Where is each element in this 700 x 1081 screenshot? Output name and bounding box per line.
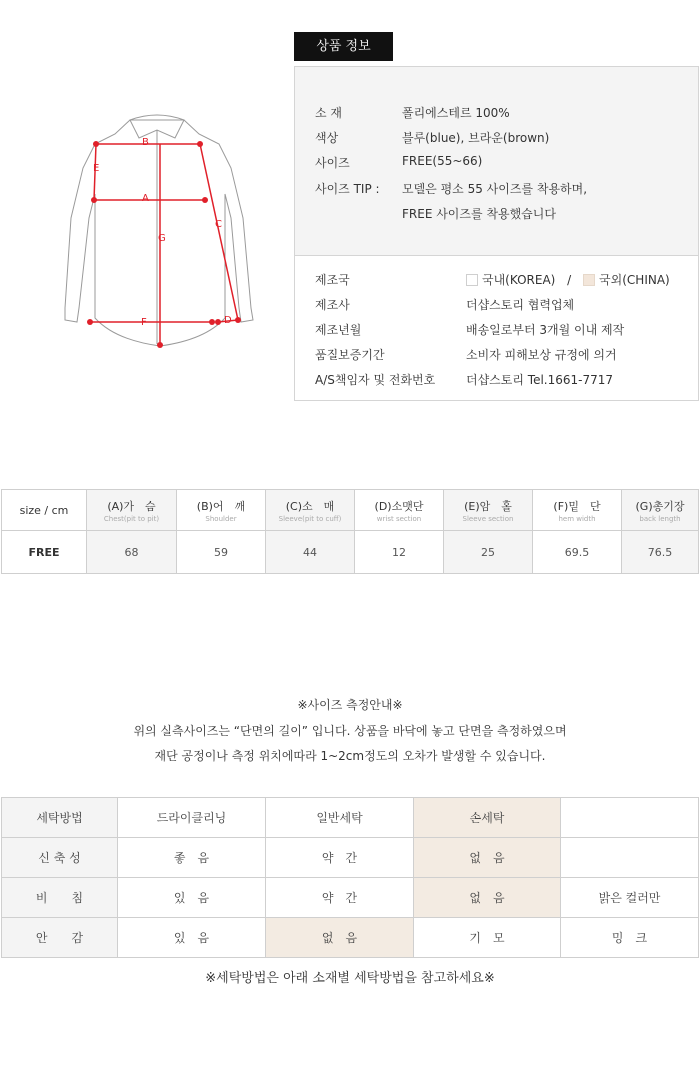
col-chest: (A)가 슴 Chest(pit to pit) — [87, 490, 177, 531]
measure-point — [197, 141, 203, 147]
wash-row-sheer — [2, 878, 699, 918]
origin-korea: 국내(KOREA) — [482, 273, 556, 287]
origin-china: 국외(CHINA) — [599, 273, 670, 287]
wash-cell: 드라이클리닝 — [118, 798, 266, 838]
maker-label: 제조사 — [315, 298, 350, 312]
warranty-value: 소비자 피해보상 규정에 의거 — [466, 348, 617, 362]
wash-row-stretch — [2, 838, 699, 878]
korea-checkbox — [466, 274, 478, 286]
measure-point — [215, 319, 221, 325]
made-date-label: 제조년월 — [315, 323, 362, 337]
label-d: D — [224, 315, 232, 326]
value-chest: 68 — [87, 531, 177, 574]
col-wrist: (D)소맷단 wrist section — [355, 490, 444, 531]
wash-notice: ※세탁방법은 아래 소재별 세탁방법을 참고하세요※ — [205, 971, 495, 986]
origin-options — [466, 271, 670, 288]
wash-cell — [561, 838, 699, 878]
value-armhole: 25 — [444, 531, 533, 574]
wash-cell: 밍 크 — [561, 918, 699, 958]
value-shoulder: 59 — [177, 531, 266, 574]
size-notice-line2: 재단 공정이나 측정 위치에따라 1~2cm정도의 오차가 발생할 수 있습니다. — [154, 749, 546, 763]
measure-point — [209, 319, 215, 325]
wash-cell-selected: 없 음 — [266, 918, 414, 958]
wash-label-stretch: 신 축 성 — [2, 838, 118, 878]
value-hem: 69.5 — [533, 531, 622, 574]
size-notice-title: ※사이즈 측정안내※ — [297, 698, 403, 712]
wash-row-lining — [2, 918, 699, 958]
wash-table — [1, 797, 699, 958]
maker-value: 더샵스토리 협력업체 — [466, 298, 575, 312]
info-value-size-tip: 모델은 평소 55 사이즈를 착용하며, — [402, 182, 588, 196]
row-size-label: FREE — [2, 531, 87, 574]
wash-cell: 일반세탁 — [266, 798, 414, 838]
as-contact-label: A/S책임자 및 전화번호 — [315, 373, 436, 387]
warranty-label: 품질보증기간 — [315, 348, 385, 362]
line-c — [200, 144, 238, 320]
info-value-material: 폴리에스테르 100% — [402, 106, 510, 120]
section-title: 상품 정보 — [294, 32, 393, 61]
value-sleeve: 44 — [266, 531, 355, 574]
as-contact-value: 더샵스토리 Tel.1661-7717 — [466, 373, 614, 387]
wash-row-method — [2, 798, 699, 838]
info-label-size: 사이즈 — [315, 156, 350, 170]
col-length: (G)총기장 back length — [622, 490, 699, 531]
wash-cell: 있 음 — [118, 878, 266, 918]
wash-label-sheer: 비 침 — [2, 878, 118, 918]
wash-cell: 좋 음 — [118, 838, 266, 878]
measure-point — [93, 141, 99, 147]
info-label-material: 소 재 — [315, 106, 342, 120]
wash-cell-selected: 없 음 — [414, 838, 561, 878]
measure-point — [202, 197, 208, 203]
wash-label-lining: 안 감 — [2, 918, 118, 958]
wash-cell: 밝은 컬러만 — [561, 878, 699, 918]
label-c: C — [215, 219, 222, 230]
product-info-top — [295, 67, 698, 256]
wash-cell — [561, 798, 699, 838]
size-table-row — [2, 531, 699, 574]
col-sleeve: (C)소 매 Sleeve(pit to cuff) — [266, 490, 355, 531]
label-g: G — [158, 233, 166, 244]
china-checkbox — [583, 274, 595, 286]
label-f: F — [141, 317, 147, 328]
info-value-color: 블루(blue), 브라운(brown) — [402, 131, 550, 145]
wash-cell: 약 간 — [266, 878, 414, 918]
measurement-lines — [0, 0, 300, 360]
origin-label: 제조국 — [315, 273, 350, 287]
wash-cell-selected: 손세탁 — [414, 798, 561, 838]
value-length: 76.5 — [622, 531, 699, 574]
measure-point — [87, 319, 93, 325]
size-table — [1, 489, 699, 574]
wash-cell-selected: 없 음 — [414, 878, 561, 918]
col-hem: (F)밑 단 hem width — [533, 490, 622, 531]
product-info-box — [294, 66, 699, 401]
col-armhole: (E)암 홀 Sleeve section — [444, 490, 533, 531]
measure-point — [91, 197, 97, 203]
label-e: E — [93, 163, 100, 174]
wash-cell: 있 음 — [118, 918, 266, 958]
wash-label-method: 세탁방법 — [2, 798, 118, 838]
measure-point — [235, 317, 241, 323]
info-value-size-tip-2: FREE 사이즈를 착용했습니다 — [402, 207, 556, 221]
wash-cell: 약 간 — [266, 838, 414, 878]
origin-separator: / — [567, 273, 572, 287]
made-date-value: 배송일로부터 3개월 이내 제작 — [466, 323, 625, 337]
value-wrist: 12 — [355, 531, 444, 574]
measure-point — [157, 342, 163, 348]
size-table-header — [2, 490, 699, 531]
col-shoulder: (B)어 깨 Shoulder — [177, 490, 266, 531]
info-label-size-tip: 사이즈 TIP : — [315, 182, 380, 196]
info-value-size: FREE(55~66) — [402, 154, 483, 168]
label-a: A — [142, 193, 149, 204]
size-corner: size / cm — [2, 490, 87, 531]
label-b: B — [142, 137, 149, 148]
info-label-color: 색상 — [315, 131, 339, 145]
size-notice-line1: 위의 실측사이즈는 “단면의 길이” 입니다. 상품을 바닥에 놓고 단면을 측정하였으며 — [133, 724, 567, 738]
wash-cell: 기 모 — [414, 918, 561, 958]
